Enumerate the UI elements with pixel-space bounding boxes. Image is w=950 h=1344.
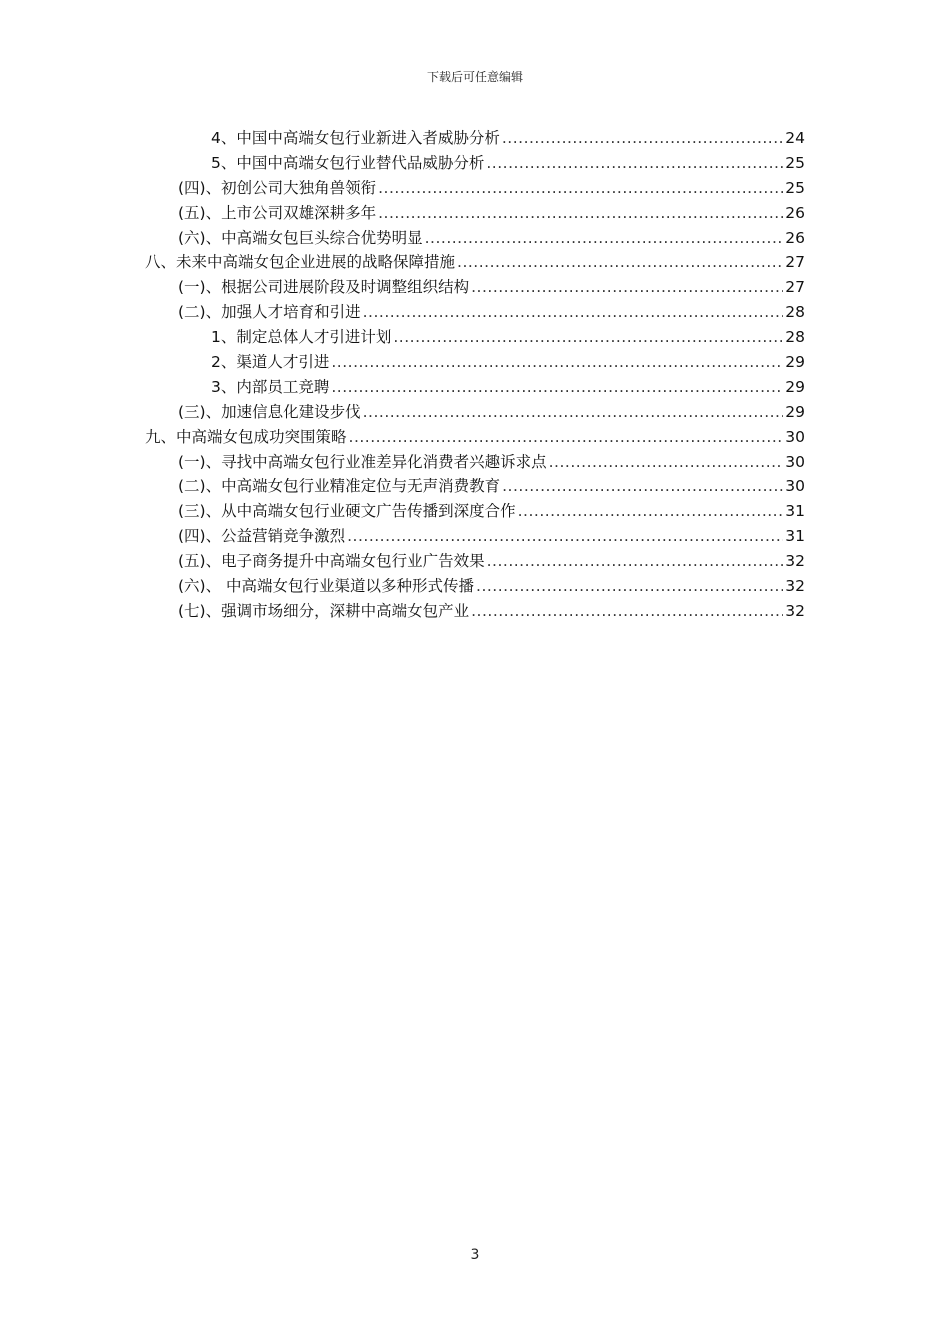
toc-dot-leader <box>363 400 784 425</box>
toc-entry-page: 28 <box>785 328 805 347</box>
page-number: 3 <box>470 1247 480 1263</box>
toc-dot-leader <box>331 375 783 400</box>
toc-dot-leader <box>349 425 784 450</box>
toc-entry-page: 30 <box>785 477 805 496</box>
toc-entry-title: 4、中国中高端女包行业新进入者威胁分析 <box>211 129 500 147</box>
toc-entry-page: 25 <box>785 153 805 172</box>
toc-dot-leader <box>476 574 783 599</box>
toc-dot-leader <box>502 126 783 151</box>
toc-entry[interactable] <box>145 425 805 450</box>
toc-entry-title: (七)、强调市场细分，深耕中高端女包产业 <box>178 601 470 620</box>
toc-entry-page: 29 <box>785 402 805 421</box>
toc-entry[interactable] <box>178 574 805 599</box>
toc-entry-page: 31 <box>785 527 805 546</box>
toc-dot-leader <box>331 350 783 375</box>
toc-entry[interactable] <box>178 549 805 574</box>
toc-entry-title: 2、渠道人才引进 <box>211 353 330 372</box>
toc-dot-leader <box>457 250 783 275</box>
toc-dot-leader <box>518 499 784 524</box>
toc-dot-leader <box>347 524 783 549</box>
toc-entry[interactable] <box>178 201 805 226</box>
toc-entry-page: 25 <box>785 178 805 197</box>
toc-entry[interactable] <box>211 350 805 375</box>
toc-entry-page: 29 <box>785 377 805 396</box>
toc-entry[interactable] <box>211 151 805 176</box>
toc-entry-page: 26 <box>785 228 805 247</box>
toc-entry-title: 八、未来中高端女包企业进展的战略保障措施 <box>145 253 456 272</box>
table-of-contents <box>0 126 950 624</box>
toc-entry[interactable] <box>178 400 805 425</box>
toc-dot-leader <box>471 599 783 624</box>
toc-entry-page: 29 <box>785 353 805 372</box>
toc-dot-leader <box>486 151 783 176</box>
toc-dot-leader <box>378 176 783 201</box>
toc-entry-title: (四)、初创公司大独角兽领衔 <box>178 178 377 197</box>
toc-entry[interactable] <box>211 375 805 400</box>
toc-entry-title: 1、制定总体人才引进计划 <box>211 328 392 347</box>
toc-entry-title: (五)、电子商务提升中高端女包行业广告效果 <box>178 552 485 571</box>
toc-entry-page: 30 <box>785 427 805 446</box>
toc-entry-page: 26 <box>785 203 805 222</box>
toc-entry[interactable] <box>178 474 805 499</box>
toc-entry[interactable] <box>178 275 805 300</box>
toc-entry[interactable] <box>178 300 805 325</box>
toc-dot-leader <box>471 275 783 300</box>
toc-dot-leader <box>425 226 784 251</box>
toc-entry-title: 九、中高端女包成功突围策略 <box>145 427 347 446</box>
toc-dot-leader <box>549 450 784 475</box>
toc-entry-page: 27 <box>785 253 805 272</box>
toc-entry[interactable] <box>145 250 805 275</box>
toc-dot-leader <box>487 549 784 574</box>
toc-entry-title: (二)、加强人才培育和引进 <box>178 303 361 322</box>
toc-entry-page: 32 <box>785 601 805 620</box>
toc-entry[interactable] <box>178 499 805 524</box>
toc-entry[interactable] <box>178 176 805 201</box>
toc-entry-page: 28 <box>785 303 805 322</box>
toc-entry[interactable] <box>178 599 805 624</box>
toc-entry[interactable] <box>178 226 805 251</box>
toc-entry-title: 5、中国中高端女包行业替代品威胁分析 <box>211 153 485 172</box>
toc-entry-title: (五)、上市公司双雄深耕多年 <box>178 203 377 222</box>
toc-entry-page: 27 <box>785 278 805 297</box>
toc-dot-leader <box>502 474 783 499</box>
toc-entry-title: (六)、 中高端女包行业渠道以多种形式传播 <box>178 577 475 596</box>
toc-entry[interactable] <box>178 450 805 475</box>
toc-dot-leader <box>363 300 784 325</box>
toc-entry-page: 31 <box>785 502 805 521</box>
toc-entry-title: (四)、公益营销竞争激烈 <box>178 527 346 546</box>
toc-entry-title: (三)、加速信息化建设步伐 <box>178 402 361 421</box>
toc-entry-title: (一)、寻找中高端女包行业准差异化消费者兴趣诉求点 <box>178 452 547 471</box>
page-header: 下载后可任意编辑 <box>426 70 523 84</box>
toc-entry-page: 24 <box>785 129 805 147</box>
toc-entry-page: 32 <box>785 552 805 571</box>
toc-entry-title: (一)、根据公司进展阶段及时调整组织结构 <box>178 278 470 297</box>
toc-entry-page: 32 <box>785 577 805 596</box>
toc-entry-page: 30 <box>785 452 805 471</box>
toc-dot-leader <box>378 201 783 226</box>
toc-entry[interactable] <box>211 126 805 151</box>
toc-entry-title: (二)、中高端女包行业精准定位与无声消费教育 <box>178 477 501 496</box>
toc-entry-title: 3、内部员工竞聘 <box>211 377 330 396</box>
toc-entry-title: (三)、从中高端女包行业硬文广告传播到深度合作 <box>178 502 516 521</box>
toc-dot-leader <box>393 325 783 350</box>
toc-entry[interactable] <box>211 325 805 350</box>
toc-entry[interactable] <box>178 524 805 549</box>
toc-entry-title: (六)、中高端女包巨头综合优势明显 <box>178 228 423 247</box>
